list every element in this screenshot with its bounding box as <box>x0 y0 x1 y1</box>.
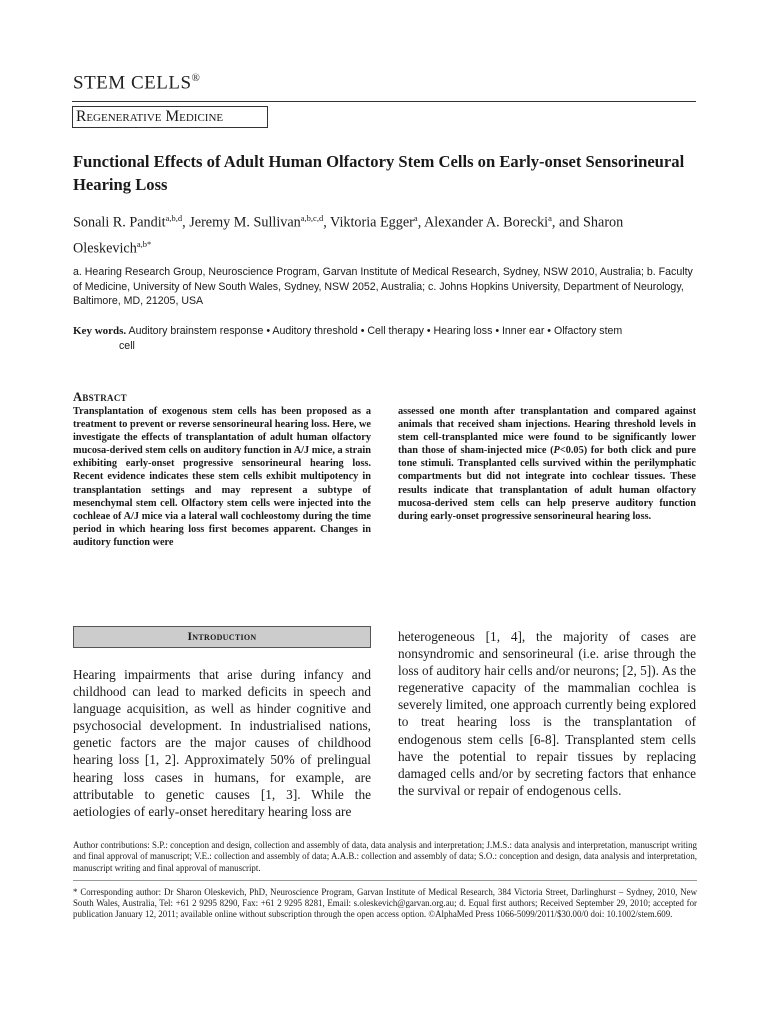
keywords <box>73 324 701 353</box>
keywords-label: Key words. <box>73 325 127 337</box>
author-list <box>73 208 701 259</box>
author-affiliation-mark: a <box>548 213 552 223</box>
keywords-line1: Auditory brainstem response • Auditory threshold • Cell therapy • Hearing loss • Inner ear • Olfactory stem <box>128 325 623 337</box>
author-separator: , and <box>551 214 584 231</box>
abstract-left-column: Transplantation of exogenous stem cells has been proposed as a treatment to prevent or reverse sensorineural hearing loss. Here, we investigate the effects of transplantation of adult human olfactory mucosa-derived stem cells on auditory function in A/J mice, a strain exhibiting early-onset progressive sensorineural hearing loss. Recent evidence indicates these stem cells exhibit multipotency in transplantation settings and may represent a subtype of mesenchymal stem cell. Olfactory stem cells were injected into the cochleae of A/J mice via a lateral wall cochleostomy during the time period in which hearing loss first becomes apparent. Changes in auditory function were <box>73 406 371 548</box>
journal-name-tem: TEM <box>84 72 131 94</box>
author-affiliation-mark: a <box>413 213 418 223</box>
author-name: Jeremy M. Sullivan <box>189 214 301 231</box>
journal-name <box>73 72 200 94</box>
footnotes <box>73 840 697 921</box>
author-affiliation-mark: a,b,d <box>165 213 183 223</box>
introduction-heading: Introduction <box>73 626 371 648</box>
author-name: Sonali R. Pandit <box>73 214 166 231</box>
journal-name-c: C <box>130 72 145 94</box>
section-label: Regenerative Medicine <box>72 106 268 128</box>
author-name: Viktoria Egger <box>330 214 414 231</box>
abstract-p-symbol: P <box>553 445 560 457</box>
journal-name-ells: ELLS <box>144 72 192 94</box>
footnote-rule <box>73 880 697 881</box>
author-name: Sharon Oleskevich <box>73 214 624 257</box>
affiliations: a. Hearing Research Group, Neuroscience Program, Garvan Institute of Medical Research, Sydney, NSW 2010, Australia; b. Faculty of Medicine, University of New South Wales, Sydney, NSW 2052, Australia; c. Johns Hopkins University, Department of Neurology, Baltimore, MD, 21205, USA <box>73 266 693 307</box>
corresponding-author-note: * Corresponding author: Dr Sharon Oleskevich, PhD, Neuroscience Program, Garvan Institute of Medical Research, 384 Victoria Street, Darlinghurst – Sydney, 2010, New South Wales, Australia, Tel: +61 2 9295 8290, Fax: +61 2 9295 8281, Email: s.oleskevich@garvan.org.au; d. Equal first authors; Received September 29, 2010; accepted for publication January 12, 2011; available online without subscription through the open access option. ©AlphaMed Press 1066-5099/2011/$30.00/0 doi: 10.1002/stem.609. <box>73 886 697 920</box>
author-separator: , <box>182 214 190 231</box>
journal-name-s: S <box>73 72 85 94</box>
author-name: Alexander A. Borecki <box>424 214 549 231</box>
header-rule <box>72 101 696 102</box>
abstract-right-part2: <0.05) for both click and pure tone stimuli. Transplanted cells survived within the perilymphatic compartments but did not integrate into cochlear tissues. These results indicate that transplantation of adult human olfactory mucosa-derived stem cells can help preserve auditory function during early-onset progressive sensorineural hearing loss. <box>398 445 696 522</box>
author-affiliation-mark: a,b,c,d <box>300 213 324 223</box>
abstract-heading: Abstract <box>73 390 127 404</box>
author-separator: , <box>417 214 424 231</box>
article-title: Functional Effects of Adult Human Olfactory Stem Cells on Early-onset Sensorineural Hearing Loss <box>73 152 685 194</box>
keywords-line2: cell <box>119 339 135 352</box>
introduction-right-column: heterogeneous [1, 4], the majority of cases are nonsyndromic and sensorineural (i.e. arise through the loss of auditory hair cells and/or neurons; [2, 5]). As the regenerative capacity of the mammalian cochlea is severely limited, one approach currently being explored to treat hearing loss is the transplantation of endogenous stem cells [6-8]. Transplanted stem cells have the potential to repair tissues by replacing damaged cells and/or by secreting factors that enhance the survival or repair of endogenous cells. <box>398 629 696 798</box>
introduction-left-column: Hearing impairments that arise during infancy and childhood can lead to marked deficits in speech and language acquisition, as well as hinder cognitive and psychosocial development. In industrialised nations, genetic factors are the major causes of childhood hearing loss [1, 2]. Approximately 50% of prelingual hearing loss cases in humans, for example, are attributable to genetic causes [1, 3]. While the aetiologies of early-onset hereditary hearing loss are <box>73 667 371 819</box>
registered-mark: ® <box>191 72 201 84</box>
author-contributions: Author contributions: S.P.: conception and design, collection and assembly of data, data analysis and interpretation; J.M.S.: data analysis and interpretation, manuscript writing and final approval of manuscript; V.E.: collection and assembly of data; A.A.B.: collection and assembly of data; S.O.: conception and design, data analysis and interpretation, manuscript writing and final approval of manuscript. <box>73 840 697 873</box>
author-affiliation-mark: a,b* <box>136 238 152 249</box>
abstract-right-column <box>398 405 696 523</box>
author-separator: , <box>323 214 331 231</box>
abstract-right-part1: assessed one month after transplantation and compared against animals that received sham injections. Hearing threshold levels in stem cell-transplanted mice were found to be significantly lower than those of sham-injected mice ( <box>398 406 696 457</box>
